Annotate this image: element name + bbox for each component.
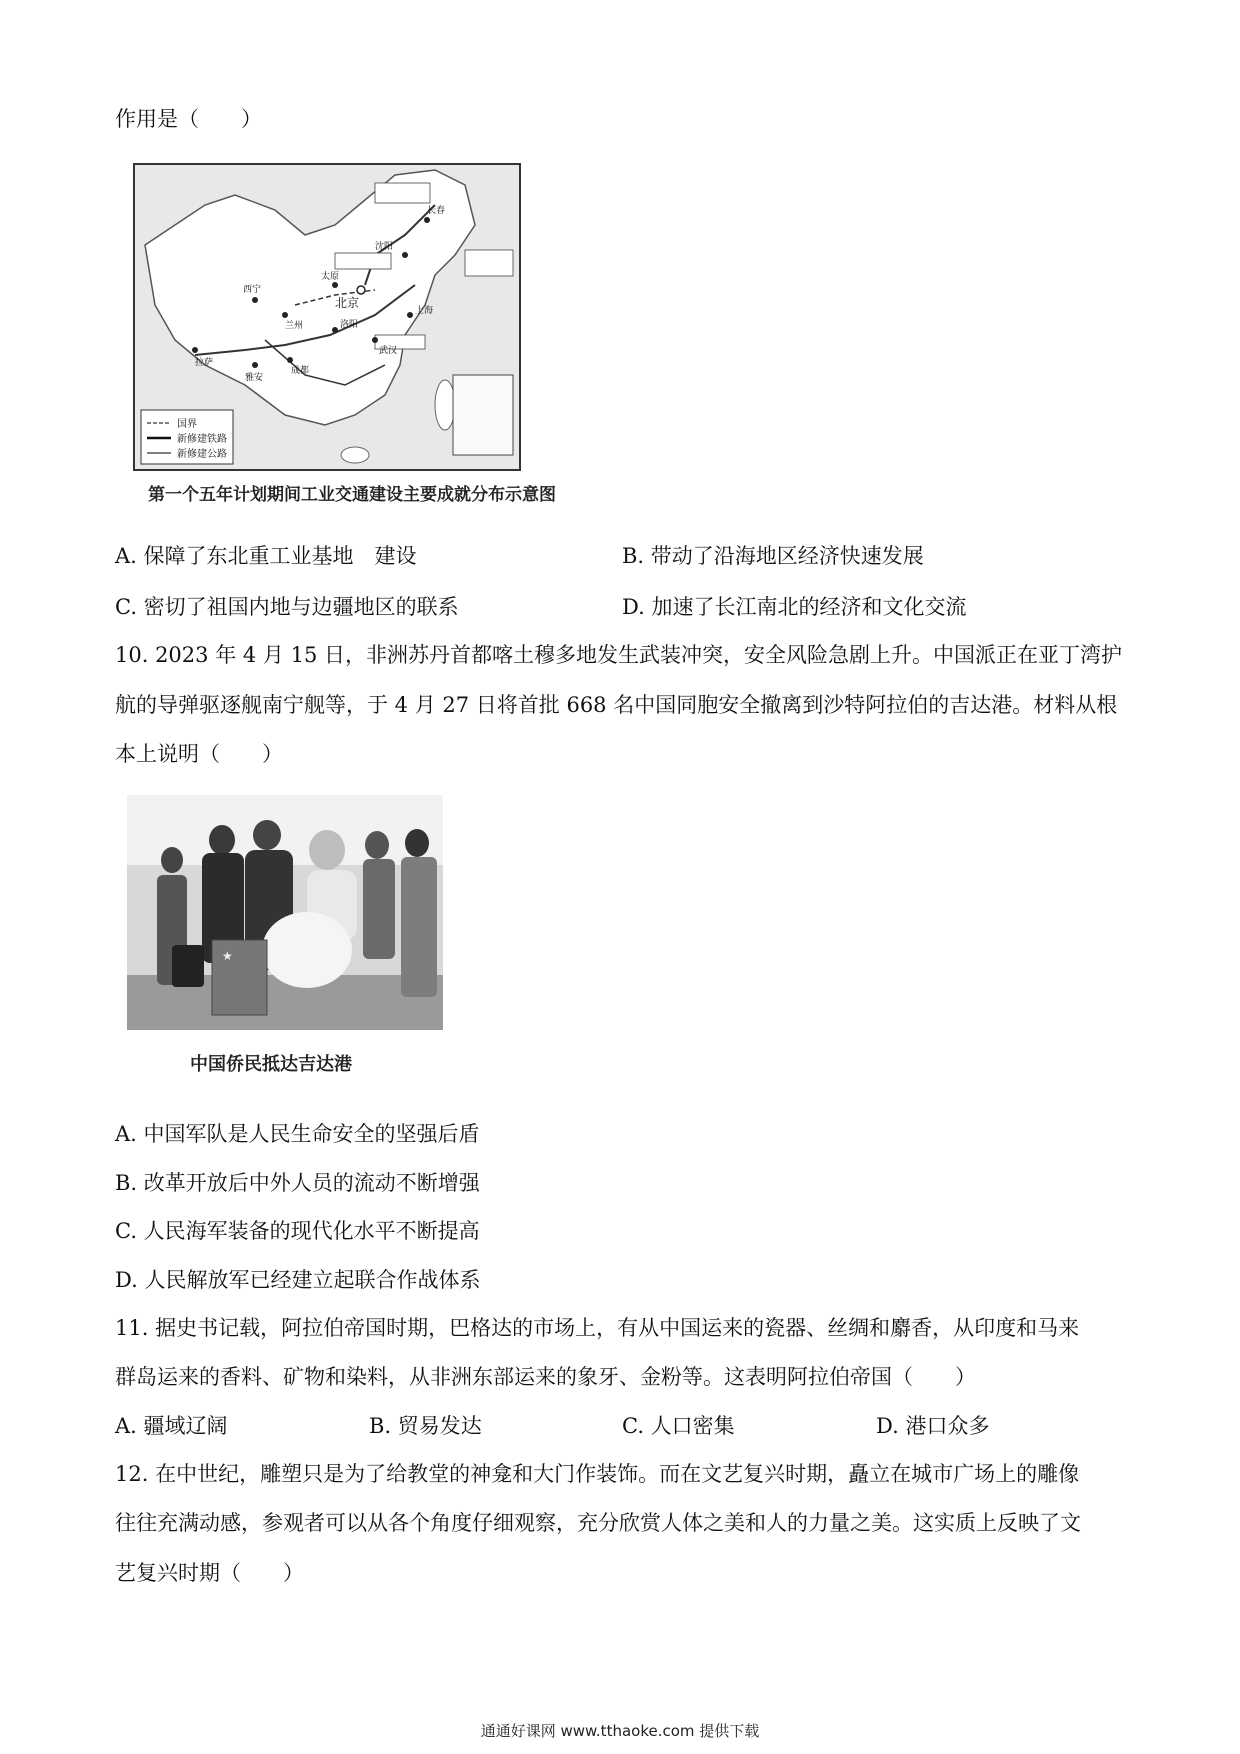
china-map-illustration [135,165,519,469]
svg-text:★: ★ [222,949,233,963]
city-label: 上海 [415,306,434,316]
city-label: 成都 [291,366,310,376]
city-label: 拉萨 [195,358,214,368]
legend-railway: 新修建铁路 [177,434,227,445]
q10-stem-line-1: 10. 2023 年 4 月 15 日，非洲苏丹首都喀土穆多地发生武装冲突，安全风险急剧上升。中国派正在亚丁湾护 [115,643,1122,667]
legend-border: 国界 [177,419,197,430]
q12-stem-line-3: 艺复兴时期（ ） [115,1561,304,1585]
q11-option-a[interactable]: A. 疆域辽阔 [115,1414,228,1438]
q12-stem-line-1: 12. 在中世纪，雕塑只是为了给教堂的神龛和大门作装饰。而在文艺复兴时期，矗立在城市广场上的雕像 [115,1462,1080,1486]
q9-map-figure [133,163,521,471]
page-footer: 通通好课网 www.tthaoke.com 提供下载 [480,1722,760,1740]
q9-option-a[interactable]: A. 保障了东北重工业基地 建设 [115,544,417,568]
q10-option-a[interactable]: A. 中国军队是人民生命安全的坚强后盾 [115,1122,480,1146]
q10-option-c[interactable]: C. 人民海军装备的现代化水平不断提高 [115,1219,480,1243]
city-label: 洛阳 [340,320,359,330]
q9-map-caption: 第一个五年计划期间工业交通建设主要成就分布示意图 [148,485,556,505]
q10-photo-caption: 中国侨民抵达吉达港 [190,1054,352,1075]
legend-highway: 新修建公路 [177,449,227,460]
city-label: 太原 [321,272,340,282]
q10-photo [127,795,443,1030]
q12-stem-line-2: 往往充满动感，参观者可以从各个角度仔细观察，充分欣赏人体之美和人的力量之美。这实质上反映了文 [115,1511,1081,1535]
q10-option-b[interactable]: B. 改革开放后中外人员的流动不断增强 [115,1171,480,1195]
q11-option-d[interactable]: D. 港口众多 [876,1414,990,1438]
city-label: 沈阳 [375,242,394,252]
q11-option-c[interactable]: C. 人口密集 [622,1414,735,1438]
q9-option-b[interactable]: B. 带动了沿海地区经济快速发展 [622,544,924,568]
q11-option-b[interactable]: B. 贸易发达 [369,1414,482,1438]
city-label: 雅安 [245,373,264,383]
q10-stem-line-3: 本上说明（ ） [115,742,283,766]
q11-stem-line-2: 群岛运来的香料、矿物和染料，从非洲东部运来的象牙、金粉等。这表明阿拉伯帝国（ ） [115,1365,976,1389]
q9-option-c[interactable]: C. 密切了祖国内地与边疆地区的联系 [115,595,459,619]
q9-option-d[interactable]: D. 加速了长江南北的经济和文化交流 [622,595,967,619]
evacuees-photo-illustration [127,795,443,1030]
city-label: 长春 [427,206,446,216]
q9-stem-tail: 作用是（ ） [115,107,262,131]
city-label: 西宁 [243,285,262,295]
city-label: 兰州 [285,321,304,331]
q10-stem-line-2: 航的导弹驱逐舰南宁舰等，于 4 月 27 日将首批 668 名中国同胞安全撤离到沙特阿拉伯的吉达港。材料从根 [115,693,1118,717]
city-label: 武汉 [379,346,398,356]
q10-option-d[interactable]: D. 人民解放军已经建立起联合作战体系 [115,1268,481,1292]
q11-stem-line-1: 11. 据史书记载，阿拉伯帝国时期，巴格达的市场上，有从中国运来的瓷器、丝绸和麝香，从印度和马来 [115,1316,1080,1340]
city-label: 北京 [335,296,360,310]
